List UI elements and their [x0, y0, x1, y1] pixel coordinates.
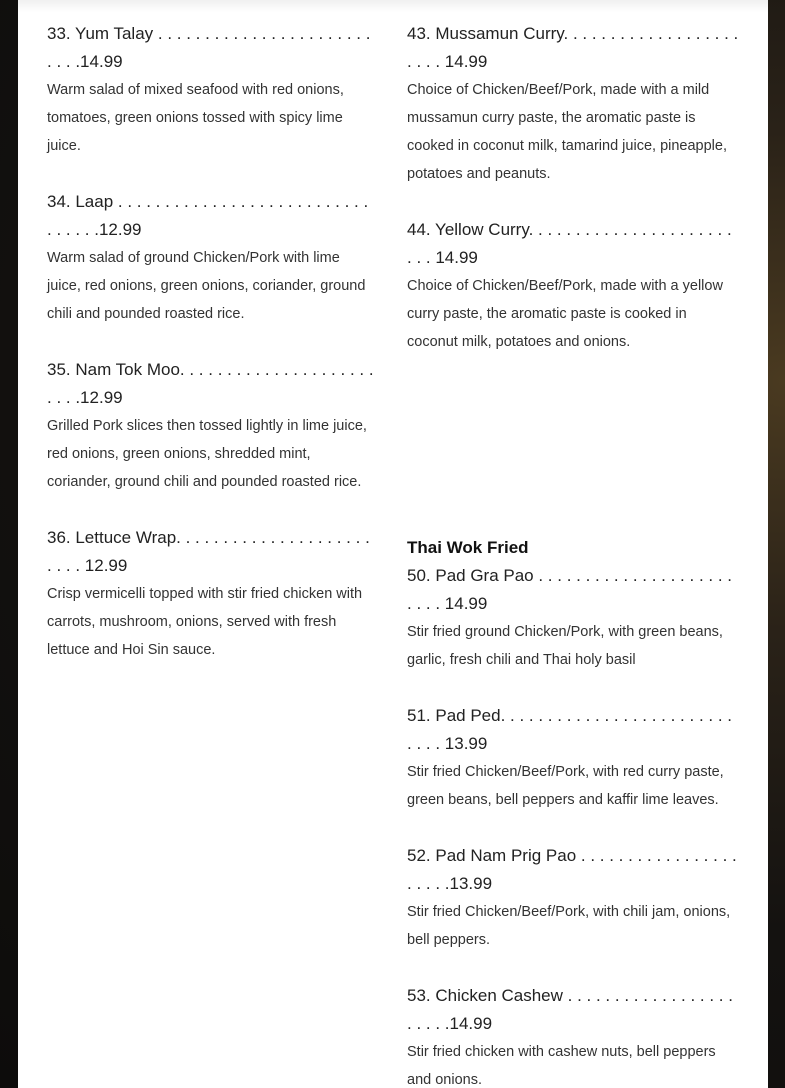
menu-item-33 [47, 20, 377, 160]
menu-item-50 [407, 562, 739, 674]
menu-item-title: 33. Yum Talay . . . . . . . . . . . . . . . . . . . . . . . . . . .14.99 [47, 24, 371, 71]
panel-top-shadow [18, 0, 768, 12]
menu-item-43 [407, 20, 739, 188]
menu-item-title: 43. Mussamun Curry. . . . . . . . . . . . . . . . . . . . . . . 14.99 [407, 24, 739, 71]
menu-column-right [407, 20, 739, 1088]
menu-item-35 [47, 356, 377, 496]
menu-item-title: 35. Nam Tok Moo. . . . . . . . . . . . . . . . . . . . . . . . .12.99 [47, 360, 374, 407]
menu-item-description: Warm salad of mixed seafood with red onions, tomatoes, green onions tossed with spicy lime juice. [47, 82, 344, 154]
menu-item-description: Warm salad of ground Chicken/Pork with lime juice, red onions, green onions, coriander, ground chili and pounded roasted rice. [47, 250, 366, 322]
menu-item-description: Grilled Pork slices then tossed lightly in lime juice, red onions, green onions, shredded mint, coriander, ground chili and pounded roasted rice. [47, 418, 367, 490]
menu-item-description: Stir fried chicken with cashew nuts, bell peppers and onions. [407, 1044, 716, 1088]
menu-item-44 [407, 216, 739, 356]
menu-item-34 [47, 188, 377, 328]
menu-item-title: 34. Laap . . . . . . . . . . . . . . . . . . . . . . . . . . . . . . . . .12.99 [47, 192, 369, 239]
menu-item-52 [407, 842, 739, 954]
menu-item-title: 44. Yellow Curry. . . . . . . . . . . . . . . . . . . . . . . . . 14.99 [407, 220, 732, 267]
section-heading-wok-fried: Thai Wok Fried [407, 538, 529, 557]
menu-item-description: Crisp vermicelli topped with stir fried chicken with carrots, mushroom, onions, served with fresh lettuce and Hoi Sin sauce. [47, 586, 363, 658]
menu-item-description: Choice of Chicken/Beef/Pork, made with a mild mussamun curry paste, the aromatic paste is cooked in coconut milk, tamarind juice, pineapple, potatoes and peanuts. [407, 82, 727, 182]
menu-item-description: Choice of Chicken/Beef/Pork, made with a yellow curry paste, the aromatic paste is cooked in coconut milk, potatoes and onions. [407, 278, 723, 350]
menu-item-title: 53. Chicken Cashew . . . . . . . . . . . . . . . . . . . . . . .14.99 [407, 986, 733, 1033]
menu-item-description: Stir fried ground Chicken/Pork, with green beans, garlic, fresh chili and Thai holy basil [407, 624, 723, 668]
menu-item-title: 52. Pad Nam Prig Pao . . . . . . . . . . . . . . . . . . . . . .13.99 [407, 846, 737, 893]
menu-column-left [47, 20, 377, 664]
menu-item-36 [47, 524, 377, 664]
menu-item-description: Stir fried Chicken/Beef/Pork, with chili jam, onions, bell peppers. [407, 904, 731, 948]
menu-item-title: 36. Lettuce Wrap. . . . . . . . . . . . . . . . . . . . . . . . . 12.99 [47, 528, 370, 575]
menu-item-title: 51. Pad Ped. . . . . . . . . . . . . . . . . . . . . . . . . . . . . 13.99 [407, 706, 733, 753]
menu-item-53 [407, 982, 739, 1088]
menu-item-description: Stir fried Chicken/Beef/Pork, with red curry paste, green beans, bell peppers and kaffir lime leaves. [407, 764, 724, 808]
menu-item-51 [407, 702, 739, 814]
menu-item-title: 50. Pad Gra Pao . . . . . . . . . . . . . . . . . . . . . . . . . 14.99 [407, 566, 733, 613]
menu-panel [18, 0, 768, 1088]
